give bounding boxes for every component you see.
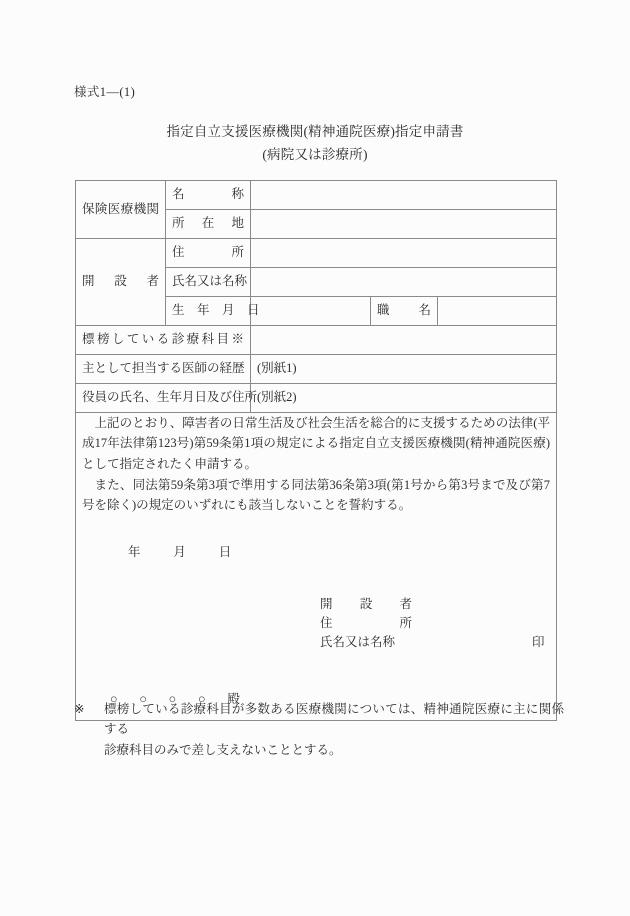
date-year-label: 年 [128,545,141,560]
table-row-name [76,181,557,210]
date-month-label: 月 [173,545,187,560]
table-row-address [76,239,557,268]
founder-fullname-input[interactable] [251,268,557,297]
departments-input[interactable] [251,326,557,355]
document-subtitle: (病院又は診療所) [262,147,368,162]
footnote [74,699,564,760]
signature-address-label: 住 所 [320,615,412,630]
location-input[interactable] [251,210,557,239]
signature-block [320,595,550,652]
table-row-statement [76,413,557,721]
footnote-line-1: 標榜している診療科目が多数ある医療機関については、精神通院医療に主に関係する [104,702,564,737]
officers-label: 役員の氏名、生年月日及び住所 [76,384,251,413]
table-row-departments [76,326,557,355]
footnote-line-2: 診療科目のみで差し支えないこととする。 [104,742,342,757]
founder-address-label: 住 所 [166,239,251,268]
addressee-circle-4: ○ [197,691,206,706]
name-input[interactable] [251,181,557,210]
signature-address-row[interactable] [320,614,550,633]
statement-cell [76,413,557,721]
signature-fullname-row[interactable] [320,633,550,652]
departments-label: 標榜している診療科目※ [76,326,251,355]
founder-birthdate-label: 生 年 月 日 [166,297,251,326]
table-row-officers [76,384,557,413]
statement-paragraph-1: 上記のとおり、障害者の日常生活及び社会生活を総合的に支援するための法律(平成17年法律第123号)第59条第1項の規定による指定自立支援医療機関(精神通院医療)として指定されたく申請する。 [82,416,551,471]
seal-label: 印 [532,634,545,649]
footnote-text [104,699,564,760]
officers-value: (別紙2) [251,384,557,413]
date-day-label: 日 [218,545,232,560]
founder-birthdate-input[interactable] [251,297,371,326]
founder-group-label: 開 設 者 [76,239,166,326]
location-label: 所 在 地 [166,210,251,239]
founder-position-input[interactable] [438,297,557,326]
addressee-circle-2: ○ [139,691,148,706]
footnote-mark: ※ [74,702,85,716]
signature-fullname-label: 氏名又は名称 [320,634,396,649]
table-row-doctor-career [76,355,557,384]
addressee-circle-3: ○ [168,691,177,706]
insurer-group-label: 保険医療機関 [76,181,166,239]
doctor-career-value: (別紙1) [251,355,557,384]
document-title: 指定自立支援医療機関(精神通院医療)指定申請書 [166,124,464,139]
application-form-table [75,180,557,721]
signature-founder-label: 開 設 者 [320,596,412,611]
addressee-circle-1: ○ [110,691,118,706]
application-date-line[interactable] [128,545,550,561]
addressee-honorific: 殿 [227,691,241,706]
founder-fullname-label: 氏名又は名称 [166,268,251,297]
doctor-career-label: 主として担当する医師の経歴 [76,355,251,384]
name-label: 名 称 [166,181,251,210]
founder-position-label: 職 名 [371,297,438,326]
form-number: 様式1―(1) [74,85,136,99]
signature-founder-row [320,595,550,614]
statement-paragraph-2: また、同法第59条第3項で準用する同法第36条第3項(第1号から第3号まで及び第7号を除く)の規定のいずれにも該当しないことを誓約する。 [82,477,551,512]
founder-address-input[interactable] [251,239,557,268]
